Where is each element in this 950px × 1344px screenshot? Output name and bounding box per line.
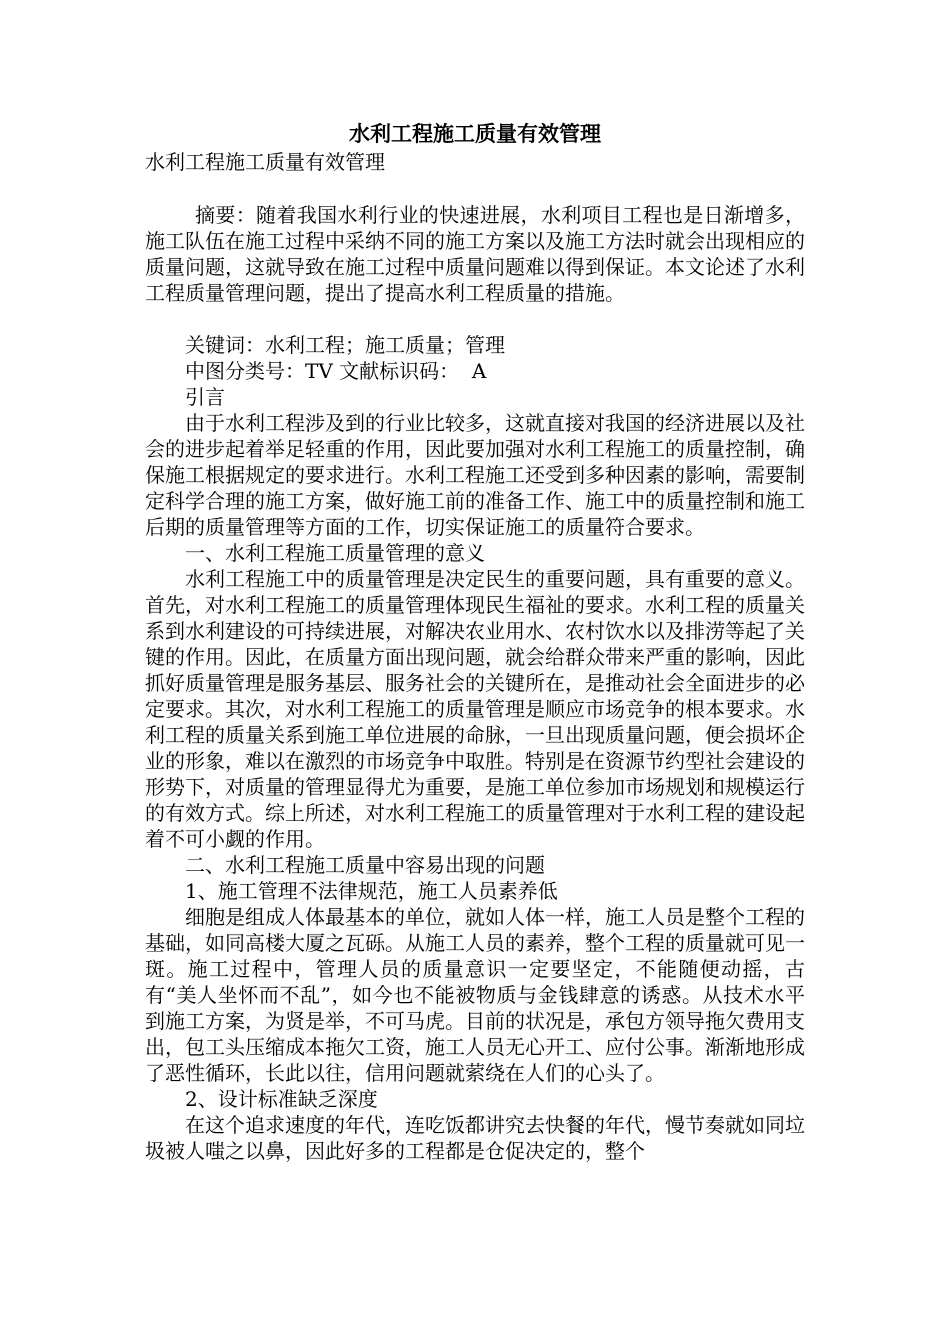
document-subtitle: 水利工程施工质量有效管理 bbox=[145, 150, 385, 174]
subsection1-heading: 1、施工管理不法律规范，施工人员素养低 bbox=[185, 879, 558, 903]
intro-paragraph: 由于水利工程涉及到的行业比较多，这就直接对我国的经济进展以及社会的进步起着举足轻重的作用，因此要加强对水利工程施工的质量控制，确保施工根据规定的要求进行。水利工程施工还受到多种因素的影响，需要制定科学合理的施工方案，做好施工前的准备工作、施工中的质量控制和施工后期的质量管理等方面的工作，切实保证施工的质量符合要求。 bbox=[145, 411, 805, 539]
subsection2-paragraph: 在这个追求速度的年代，连吃饭都讲究去快餐的年代，慢节奏就如同垃圾被人嗤之以鼻，因此好多的工程都是仓促决定的，整个 bbox=[145, 1113, 805, 1163]
document-title: 水利工程施工质量有效管理 bbox=[349, 121, 601, 146]
blank-line bbox=[145, 176, 805, 202]
intro-heading: 引言 bbox=[185, 385, 225, 409]
keywords-line: 关键词：水利工程；施工质量；管理 bbox=[185, 333, 505, 357]
section1-paragraph: 水利工程施工中的质量管理是决定民生的重要问题，具有重要的意义。首先，对水利工程施工的质量管理体现民生福祉的要求。水利工程的质量关系到水利建设的可持续进展，对解决农业用水、农村饮水以及排涝等起了关键的作用。因此，在质量方面出现问题，就会给群众带来严重的影响，因此抓好质量管理是服务基层、服务社会的关键所在，是推动社会全面进步的必定要求。其次，对水利工程施工的质量管理是顺应市场竞争的根本要求。水利工程的质量关系到施工单位进展的命脉，一旦出现质量问题，便会损坏企业的形象，难以在激烈的市场竞争中取胜。特别是在资源节约型社会建设的形势下，对质量的管理显得尤为重要，是施工单位参加市场规划和规模运行的有效方式。综上所述，对水利工程施工的质量管理对于水利工程的建设起着不可小觑的作用。 bbox=[145, 567, 805, 851]
section2-heading: 二、水利工程施工质量中容易出现的问题 bbox=[185, 853, 545, 877]
blank-line bbox=[145, 306, 805, 332]
document-body bbox=[145, 120, 805, 1164]
subsection2-heading: 2、设计标准缺乏深度 bbox=[185, 1087, 378, 1111]
classification-line: 中图分类号：TV 文献标识码： A bbox=[185, 359, 487, 383]
abstract-paragraph: 摘要：随着我国水利行业的快速进展，水利项目工程也是日渐增多，施工队伍在施工过程中采纳不同的施工方案以及施工方法时就会出现相应的质量问题，这就导致在施工过程中质量问题难以得到保证。本文论述了水利工程质量管理问题，提出了提高水利工程质量的措施。 bbox=[145, 203, 805, 305]
section1-heading: 一、水利工程施工质量管理的意义 bbox=[185, 541, 485, 565]
subsection1-paragraph: 细胞是组成人体最基本的单位，就如人体一样，施工人员是整个工程的基础，如同高楼大厦之瓦砾。从施工人员的素养，整个工程的质量就可见一斑。施工过程中，管理人员的质量意识一定要坚定，不能随便动摇，古有“美人坐怀而不乱”，如今也不能被物质与金钱肆意的诱惑。从技术水平到施工方案，为贤是举，不可马虎。目前的状况是，承包方领导拖欠费用支出，包工头压缩成本拖欠工资，施工人员无心开工、应付公事。渐渐地形成了恶性循环，长此以往，信用问题就萦绕在人们的心头了。 bbox=[145, 905, 805, 1085]
